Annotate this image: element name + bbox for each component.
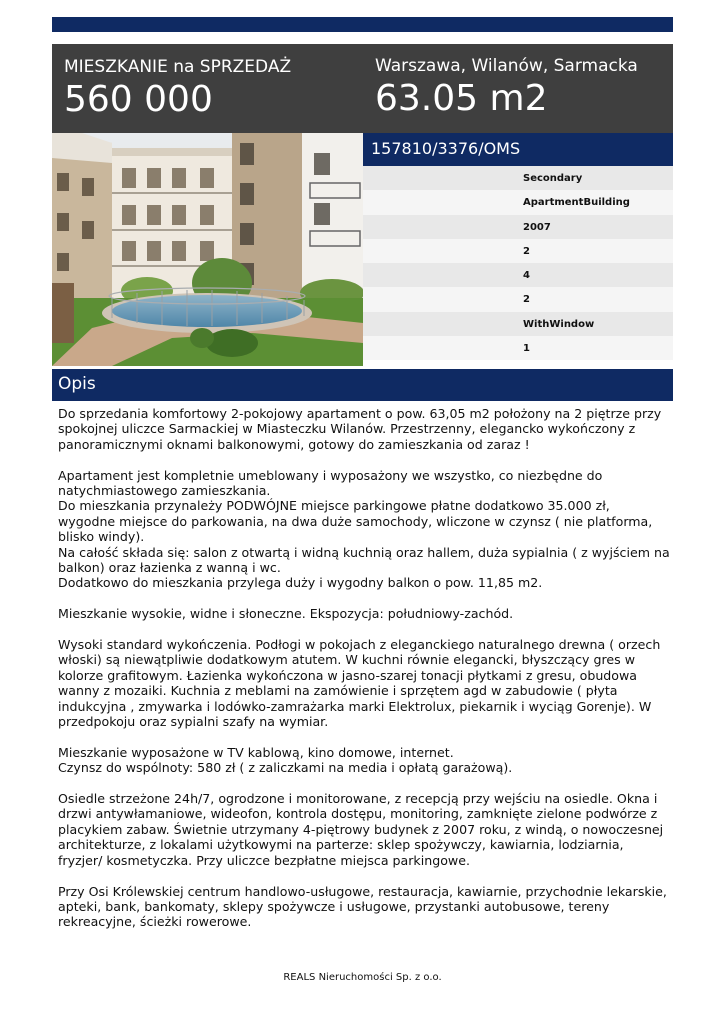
- description-text: [58, 406, 670, 945]
- description-paragraph: Mieszkanie wysokie, widne i słoneczne. Ekspozycja: południowy-zachód.: [58, 606, 514, 622]
- section-title: Opis: [58, 374, 96, 394]
- property-value: 2007: [523, 221, 551, 233]
- property-photo: [52, 133, 363, 366]
- property-row-floor: [363, 239, 673, 263]
- offer-id-bar: [363, 133, 673, 166]
- property-value: 4: [523, 270, 530, 282]
- property-value: 2: [523, 245, 530, 257]
- description-paragraph: Wysoki standard wykończenia. Podłogi w pokojach z eleganckiego naturalnego drewna ( orzech włoski) są niewątpliwie dodatkowym atutem. W kuchni równie elegancki, błyszczący gres w kolorze grafitowym. Łazienka wykończona w jasno-szarej tonacji płytkami z gresu, obudowa wanny z mozaiki. Kuchnia z meblami na zamówienie i sprzętem agd w zabudowie ( płyta indukcyjna , zmywarka i lodówko-zamrażarka marki Elektrolux, piekarnik i wyciąg Gorenje). W przedpokoju oraz sypialni szafy na wymiar.: [58, 637, 661, 730]
- description-paragraph: Do sprzedania komfortowy 2-pokojowy apartament o pow. 63,05 m2 położony na 2 piętrze przy spokojnej uliczce Sarmackiej w Miasteczku Wilanów. Przestrzenny, elegancko wykończony z panoramicznymi oknami balkonowymi, gotowy do zamieszkania od zaraz !: [58, 406, 662, 452]
- description-paragraph: Apartament jest kompletnie umeblowany i wyposażony we wszystko, co niezbędne do natychmiastowego zamieszkania. Do mieszkania przynależy PODWÓJNE miejsce parkingowe płatne dodatkowo 35.000 zł, wygodne miejsce do parkowania, na dwa duże samochody, wliczone w czynsz ( nie platforma, blisko windy). Na całość składa się: salon z otwartą i widną kuchnią oraz hallem, duża sypialnia ( z wyjściem na balkon) oraz łazienka z wanną i wc. Dodatkowo do mieszkania przylega duży i wygodny balkon o pow. 11,85 m2.: [58, 467, 670, 591]
- footer-company: REALS Nieruchomości Sp. z o.o.: [283, 972, 442, 983]
- property-value: Secondary: [523, 173, 583, 184]
- description-paragraph: Osiedle strzeżone 24h/7, ogrodzone i monitorowane, z recepcją przy wejściu na osiedle. Okna i drzwi antywłamaniowe, wideofon, kontrola dostępu, monitoring, zamknięte zielone podwórze z placykiem zabaw. Świetnie utrzymany 4-piętrowy budynek z 2007 roku, z windą, o nowoczesnej architekturze, z lokalami użytkowymi na parterze: sklep spożywczy, kawiarnia, lodziarnia, fryzjer/ kosmetyczka. Przy uliczce bezpłatne miejsca parkingowe.: [58, 791, 664, 868]
- property-value: 2: [523, 294, 530, 306]
- property-value: WithWindow: [523, 318, 595, 330]
- property-details-table: [363, 166, 673, 360]
- listing-price: 560 000: [64, 79, 213, 120]
- property-row-kitchen: [363, 312, 673, 336]
- listing-area: 63.05 m2: [375, 78, 548, 119]
- property-value: 1: [523, 343, 530, 355]
- listing-header: [52, 44, 673, 133]
- description-paragraph: Przy Osi Królewskiej centrum handlowo-usługowe, restauracja, kawiarnie, przychodnie lekarskie, apteki, bank, bankomaty, sklepy spożywcze i usługowe, przystanki autobusowe, tereny rekreacyjne, ścieżki rowerowe.: [58, 883, 667, 930]
- property-row-floors-total: [363, 263, 673, 287]
- property-row-market: [363, 166, 673, 190]
- description-section-bar: [52, 369, 673, 401]
- offer-id: 157810/3376/OMS: [371, 139, 521, 158]
- listing-type: MIESZKANIE na SPRZEDAŻ: [64, 57, 292, 77]
- property-row-building-type: [363, 190, 673, 214]
- description-paragraph: Mieszkanie wyposażone w TV kablową, kino domowe, internet. Czynsz do wspólnoty: 580 zł ( z zaliczkami na media i opłatą garażową).: [58, 744, 513, 776]
- property-row-year: [363, 215, 673, 239]
- top-accent-bar: [52, 17, 673, 32]
- property-row-bathrooms: [363, 336, 673, 360]
- listing-location: Warszawa, Wilanów, Sarmacka: [375, 56, 638, 76]
- property-value: ApartmentBuilding: [523, 197, 630, 209]
- property-row-rooms: [363, 287, 673, 311]
